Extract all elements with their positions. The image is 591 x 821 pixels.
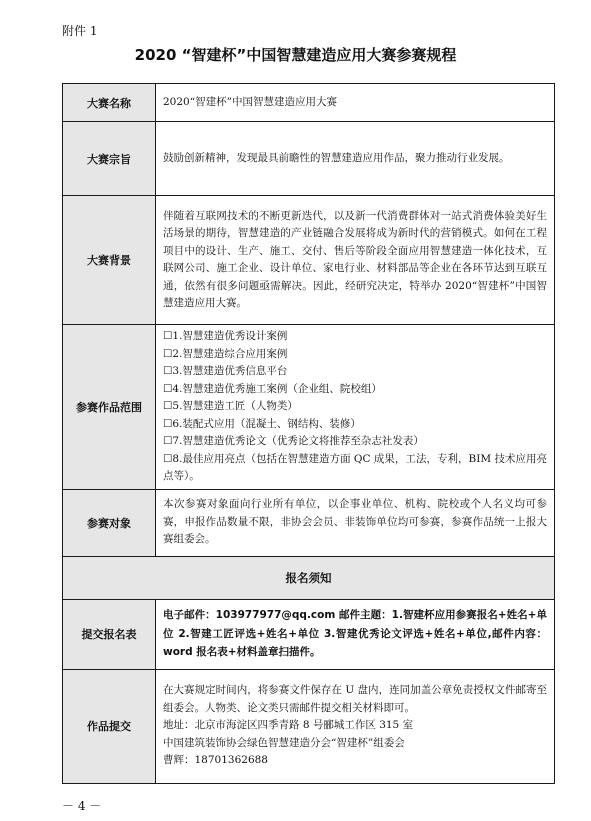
scope-item: ☐6.装配式应用（混凝土、钢结构、装修） — [163, 417, 361, 430]
value-submit-form: 电子邮件：103977977@qq.com 邮件主题：1.智建杯应用参赛报名+姓名+单位 2.智建工匠评选+姓名+单位 3.智建优秀论文评选+姓名+单位,邮件内容：word 报名表+材料盖章扫描件。 — [156, 599, 555, 669]
label-scope: 参赛作品范围 — [63, 325, 156, 490]
value-participants: 本次参赛对象面向行业所有单位，以企事业单位、机构、院校或个人名义均可参赛，申报作品数量不限，非协会会员、非装饰单位均可参赛，参赛作品统一上报大赛组委会。 — [156, 489, 555, 556]
label-purpose: 大赛宗旨 — [63, 122, 156, 196]
value-purpose: 鼓励创新精神，发现最具前瞻性的智慧建造应用作品，聚力推动行业发展。 — [156, 122, 555, 196]
submit-work-line: 在大赛规定时间内，将参赛文件保存在 U 盘内，连同加盖公章免责授权文件邮寄至组委会。人物类、论文类只需邮件提交相关材料即可。 — [163, 684, 547, 714]
section-header: 报名须知 — [63, 556, 555, 599]
label-background: 大赛背景 — [63, 196, 156, 325]
submit-work-contact: 曹辉：18701362688 — [163, 754, 268, 767]
page-number: － 4 － — [62, 799, 102, 813]
value-scope — [156, 325, 555, 490]
row-participants — [63, 489, 555, 556]
scope-item: ☐8.最佳应用亮点（包括在智慧建造方面 QC 成果，工法，专利，BIM 技术应用亮点等）。 — [163, 452, 547, 482]
attachment-label: 附件 1 — [62, 24, 98, 38]
label-submit-form: 提交报名表 — [63, 599, 156, 669]
value-competition-name: 2020“智建杯”中国智慧建造应用大赛 — [156, 84, 555, 122]
label-participants: 参赛对象 — [63, 489, 156, 556]
scope-item: ☐2.智慧建造综合应用案例 — [163, 347, 288, 360]
scope-item: ☐7.智慧建造优秀论文（优秀论文将推荐至杂志社发表） — [163, 435, 424, 447]
label-competition-name: 大赛名称 — [63, 84, 156, 122]
submit-work-address: 地址：北京市海淀区四季青路 8 号郦城工作区 315 室 — [163, 719, 414, 732]
row-competition-name — [63, 84, 555, 122]
scope-item: ☐4.智慧建造优秀施工案例（企业组、院校组） — [163, 382, 382, 395]
rules-table — [62, 83, 555, 784]
value-submit-work — [156, 669, 555, 783]
row-purpose — [63, 122, 555, 196]
document-title: 2020 “智建杯”中国智慧建造应用大赛参赛规程 — [134, 46, 457, 64]
row-section-header — [63, 556, 555, 599]
row-background — [63, 196, 555, 325]
row-submit-form — [63, 599, 555, 669]
value-background: 伴随着互联网技术的不断更新迭代，以及新一代消费群体对一站式消费体验美好生活场景的期待，智慧建造的产业链融合发展将成为新时代的营销模式。如何在工程项目中的设计、生产、施工、交付、售后等阶段全面应用智慧建造一体化技术，互联网公司、施工企业、设计单位、家电行业、材料部品等企业在各环节达到互联互通，依然有很多问题亟需解决。因此，经研究决定，特举办 2020“智建杯”中国智慧建造应用大赛。 — [156, 196, 555, 325]
row-submit-work — [63, 669, 555, 783]
submit-work-committee: 中国建筑装饰协会绿色智慧建造分会“智建杯”组委会 — [163, 736, 405, 749]
scope-item: ☐5.智慧建造工匠（人物类） — [163, 400, 298, 412]
row-scope — [63, 325, 555, 490]
scope-item: ☐3.智慧建造优秀信息平台 — [163, 365, 288, 377]
scope-item: ☐1.智慧建造优秀设计案例 — [163, 330, 288, 342]
label-submit-work: 作品提交 — [63, 669, 156, 783]
